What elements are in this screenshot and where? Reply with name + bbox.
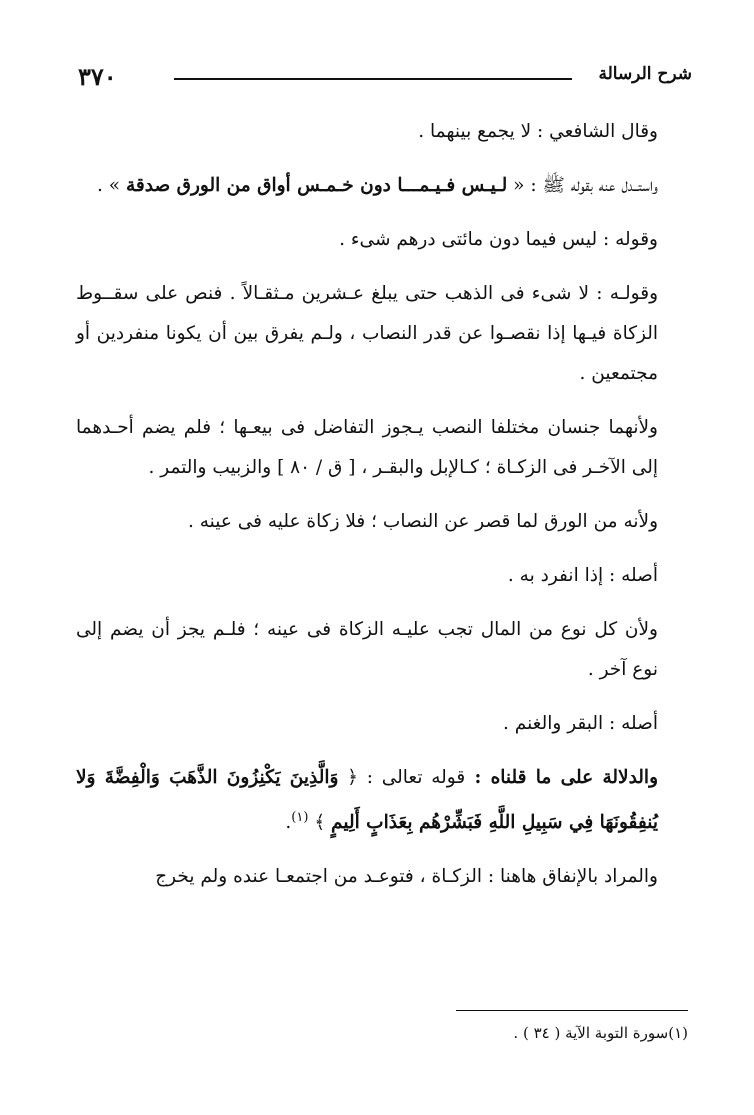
header-rule (174, 78, 572, 80)
hadith-quote: لـيـس فـيـمـــا دون خـمـس أواق من الورق صدقة (126, 175, 508, 196)
paragraph-2-close: » . (97, 175, 126, 196)
paragraph-3: وقوله : ليس فيما دون مائتى درهم شىء . (339, 229, 658, 250)
paragraph-10-intro: قوله تعالى : ﴿ (338, 767, 466, 788)
paragraph-2 (76, 166, 692, 206)
paragraph-5: ولأنهما جنسان مختلفا النصب يـجوز التفاضل فى بيعـها ؛ فلم يضم أحـدهما إلى الآخـر فى الزكـاة ؛ كـالإبل والبقـر ، [ ق / ٨٠ ] والزبيب والتمر . (76, 417, 658, 478)
paragraph-2-intro: واستــدل عنه بقوله ﷺ : « (507, 175, 658, 196)
paragraph-8: ولأن كل نوع من المال تجب عليـه الزكاة فى عينه ؛ فلـم يجز أن يضم إلى نوع آخر . (76, 619, 658, 680)
page-number: ٣٧٠ (78, 62, 117, 91)
paragraph-10 (76, 758, 692, 843)
body-text (76, 112, 692, 911)
paragraph-4: وقولـه : لا شىء فى الذهب حتى يبلغ عـشرين مـثقـالاً . فنص على سقــوط الزكاة فيـها إذا نقصـوا عن قدر النصاب ، ولـم يفرق بين أن يكونا منفردين أو مجتمعين . (76, 283, 658, 384)
page-header (78, 58, 692, 98)
paragraph-11: والمراد بالإنفاق هاهنا : الزكـاة ، فتوعـد من اجتمعـا عنده ولم يخرج (155, 866, 658, 888)
paragraph-6: ولأنه من الورق لما قصر عن النصاب ؛ فلا زكاة عليه فى عينه . (187, 511, 658, 532)
footnote-marker: (١) (291, 810, 309, 825)
paragraph-10-end: . (285, 812, 292, 834)
paragraph-10-close: ﴾ (308, 812, 332, 834)
paragraph-9: أصله : البقر والغنم . (503, 713, 658, 734)
running-title: شرح الرسالة (598, 64, 692, 84)
paragraph-1: وقال الشافعي : لا يجمع بينهما . (418, 121, 658, 142)
paragraph-7: أصله : إذا انفرد به . (507, 565, 658, 586)
footnote: (١)سورة التوبة الآية ( ٣٤ ) . (513, 1024, 688, 1042)
quran-verse: وَالَّذِينَ يَكْنِزُونَ الذَّهَبَ وَالْفِضَّةَ وَلا يُنفِقُونَهَا فِي سَبِيلِ اللَّهِ فَبَشِّرْهُم بِعَذَابٍ أَلِيمٍ (76, 767, 658, 834)
footnote-rule (456, 1010, 688, 1011)
argument-lead: والدلالة على ما قلناه : (465, 767, 659, 788)
